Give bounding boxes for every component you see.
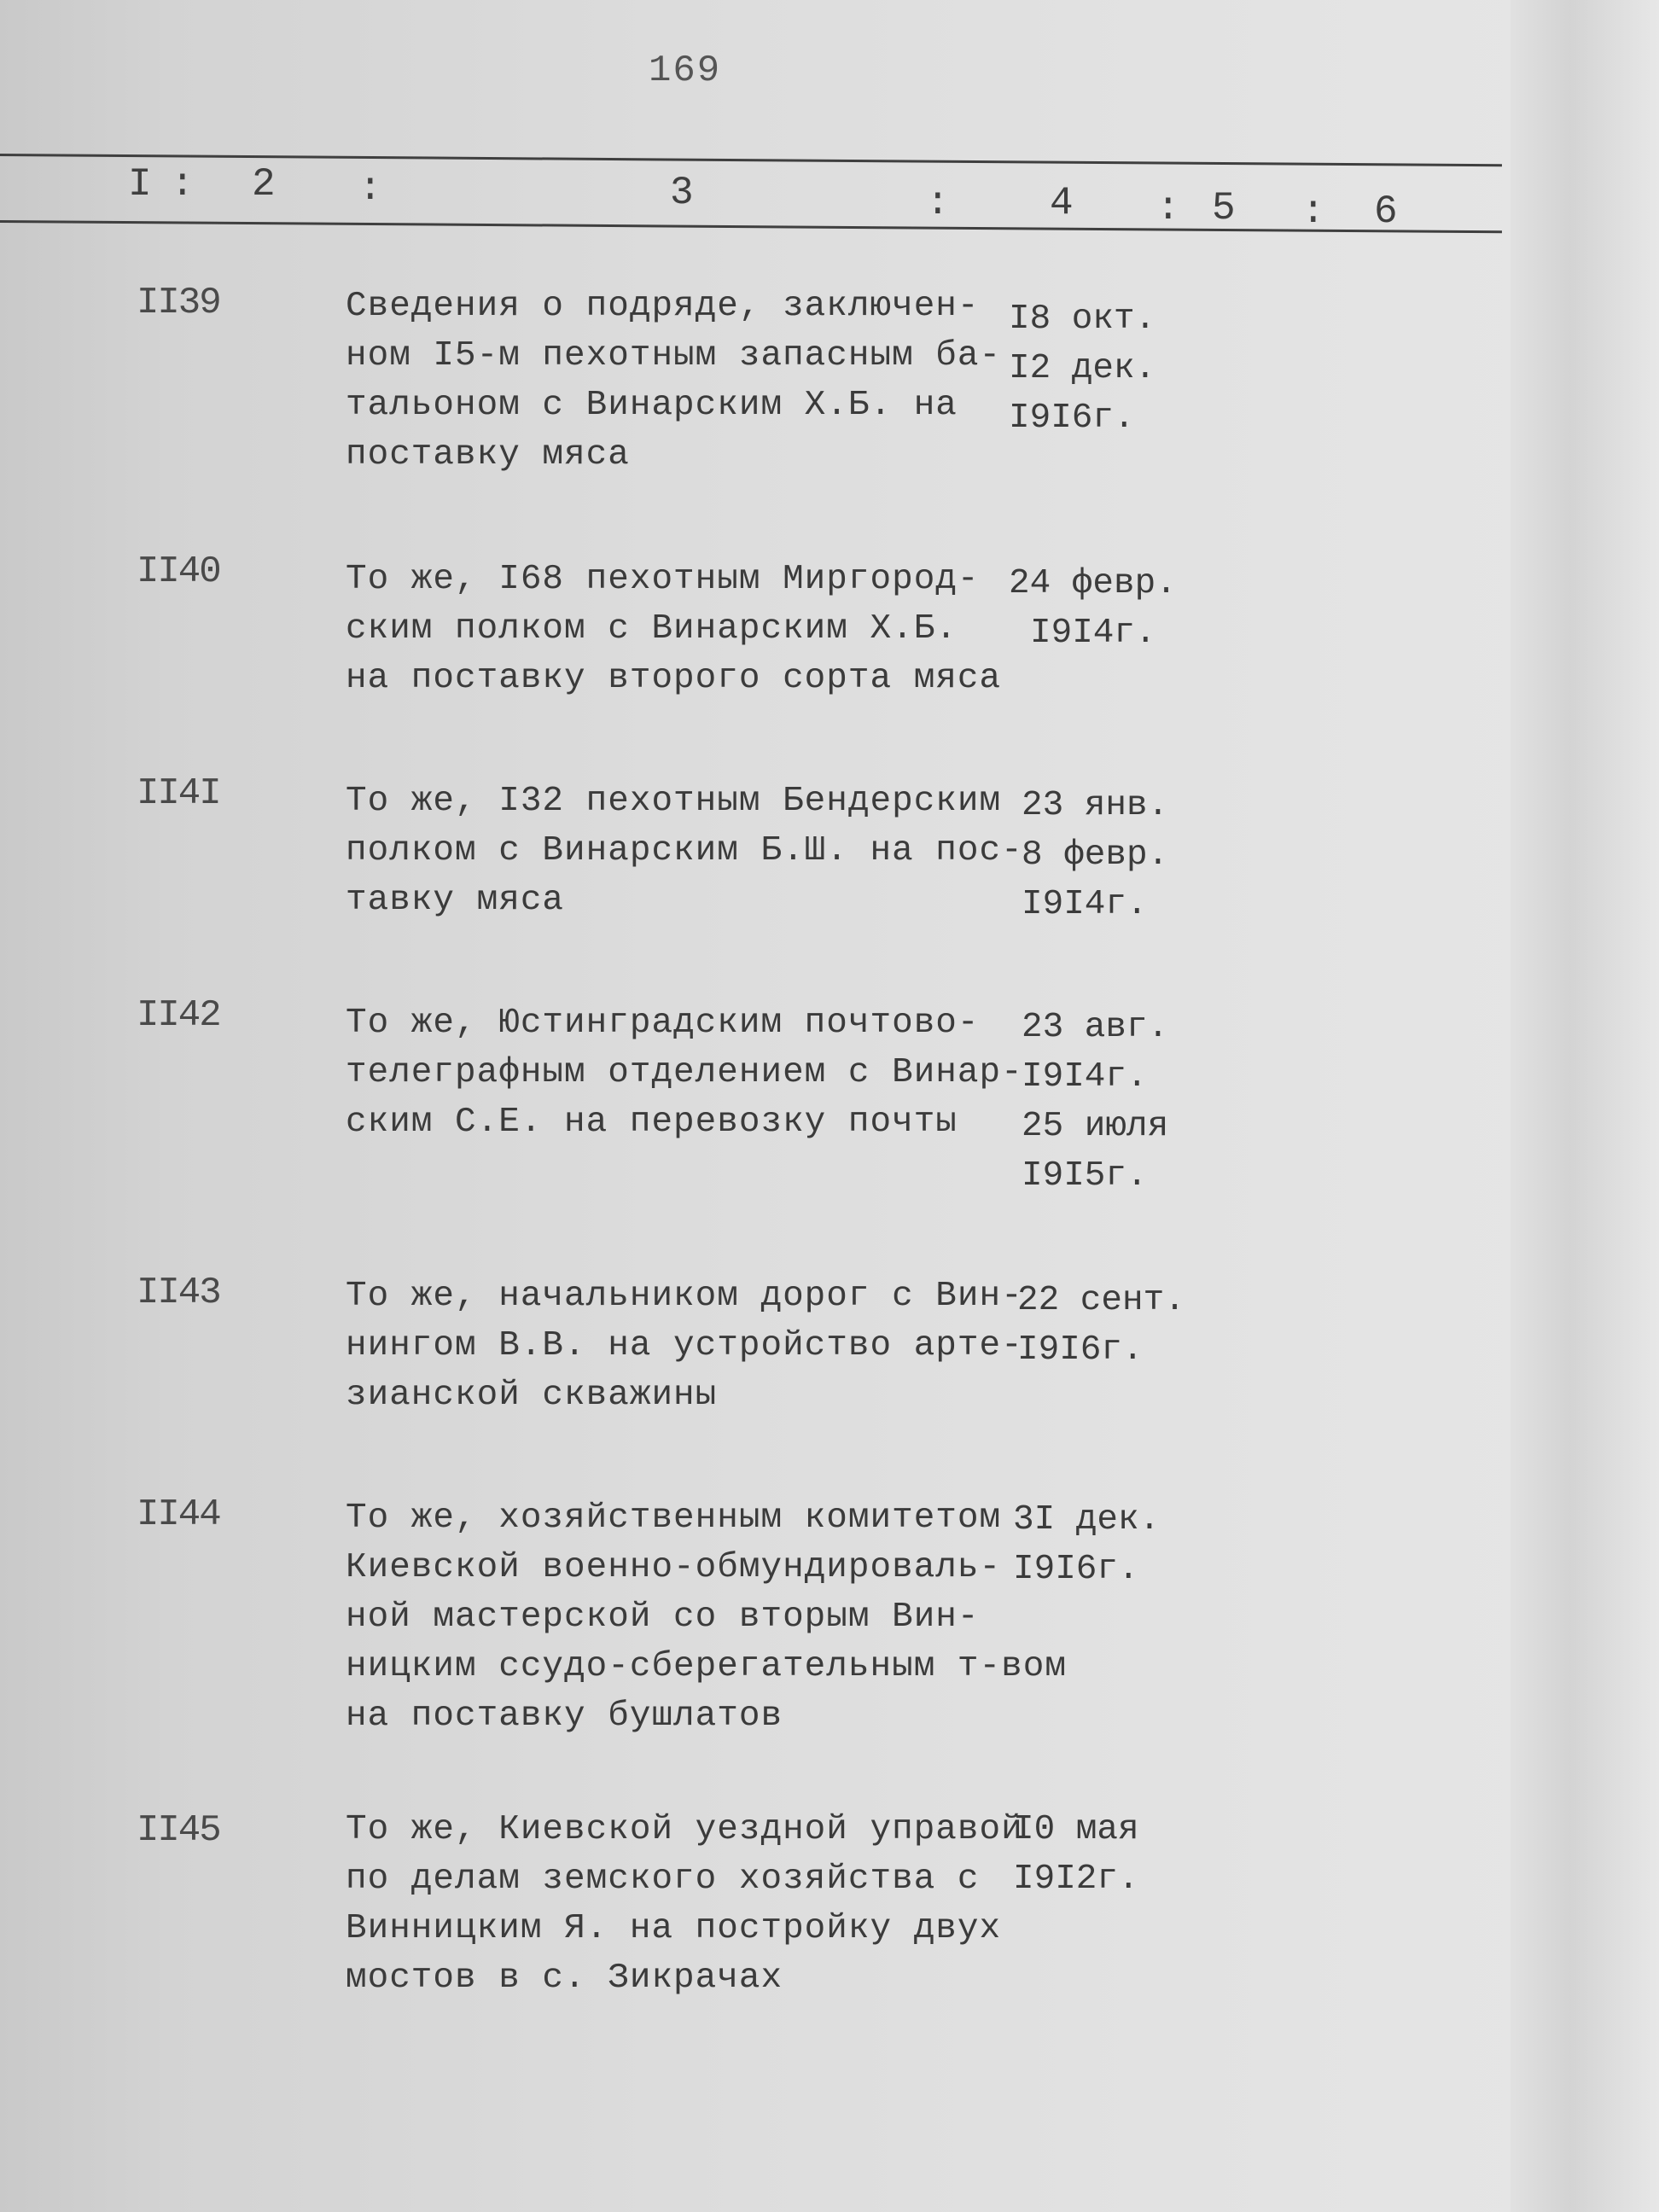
entry-description: [346, 998, 1028, 1147]
entry-dates: [1009, 1805, 1205, 1904]
entry-number: II43: [137, 1272, 220, 1314]
entry-description: [346, 1272, 1028, 1420]
entry-description: [346, 777, 1028, 925]
entry-description: [346, 1493, 1067, 1741]
description-line: зианской скважины: [346, 1376, 718, 1415]
description-line: Винницким Я. на постройку двух: [346, 1909, 1002, 1948]
header-rule-top: [0, 154, 1502, 166]
column-header-2: 2: [252, 162, 276, 207]
date-line: 25 июля: [1022, 1107, 1169, 1146]
description-line: То же, начальником дорог с Вин-: [346, 1277, 1023, 1316]
date-line: I9I6г.: [1009, 399, 1135, 438]
entry-dates: [1009, 1003, 1205, 1201]
date-line: I9I5г.: [1022, 1156, 1148, 1196]
date-line: 22 сент.: [1017, 1281, 1185, 1320]
column-header-4: 4: [1050, 181, 1074, 225]
description-line: Киевской военно-обмундироваль-: [346, 1548, 1002, 1587]
date-line: 23 авг.: [1022, 1008, 1169, 1047]
description-line: нингом В.В. на устройство арте-: [346, 1326, 1023, 1365]
description-line: ским С.Е. на перевозку почты: [346, 1103, 958, 1142]
date-line: I2 дек.: [1009, 349, 1156, 388]
column-header-separator: :: [1301, 189, 1325, 234]
entry-description: [346, 282, 1028, 480]
date-line: I9I4г.: [1030, 614, 1156, 653]
description-line: тальоном с Винарским Х.Б. на: [346, 386, 958, 425]
description-line: поставку мяса: [346, 435, 630, 474]
header-rule-bottom: [0, 220, 1502, 233]
column-header-separator: :: [1156, 186, 1180, 230]
entry-number: II42: [137, 994, 220, 1037]
date-line: 3I дек.: [1013, 1500, 1161, 1540]
description-line: мостов в с. Зикрачах: [346, 1959, 783, 1998]
date-line: 8 февр.: [1022, 835, 1169, 875]
description-line: ницким ссудо-сберегательным т-вом: [346, 1647, 1067, 1686]
description-line: То же, I32 пехотным Бендерским: [346, 782, 1002, 821]
date-line: I9I4г.: [1022, 1057, 1148, 1097]
entry-dates: [1009, 1276, 1205, 1375]
description-line: на поставку второго сорта мяса: [346, 659, 1002, 698]
column-header-5: 5: [1212, 186, 1236, 230]
entry-dates: [1009, 559, 1205, 658]
description-line: Сведения о подряде, заключен-: [346, 287, 980, 326]
page-number: 169: [649, 49, 722, 92]
entry-dates: [1009, 781, 1205, 929]
page-edge-shadow: [1511, 0, 1659, 2212]
date-line: 23 янв.: [1022, 786, 1169, 825]
description-line: То же, Киевской уездной управой: [346, 1810, 1023, 1849]
entry-dates: [1009, 1495, 1205, 1594]
description-line: То же, Юстинградским почтово-: [346, 1004, 980, 1043]
description-line: ной мастерской со вторым Вин-: [346, 1598, 980, 1637]
description-line: ским полком с Винарским Х.Б.: [346, 609, 958, 649]
entry-dates: [1009, 294, 1205, 443]
date-line: I9I2г.: [1013, 1860, 1139, 1899]
description-line: То же, хозяйственным комитетом: [346, 1499, 1002, 1538]
entry-number: II40: [137, 550, 220, 593]
date-line: I9I6г.: [1017, 1330, 1144, 1370]
date-line: I9I4г.: [1022, 885, 1148, 924]
column-header-3: 3: [670, 171, 694, 215]
entry-number: II39: [137, 282, 220, 324]
date-line: I9I6г.: [1013, 1550, 1139, 1589]
description-line: То же, I68 пехотным Миргород-: [346, 560, 980, 599]
column-header-separator: :: [171, 162, 195, 207]
date-line: I0 мая: [1013, 1810, 1139, 1849]
entry-number: II45: [137, 1809, 220, 1852]
column-header-separator: :: [358, 166, 382, 211]
column-header-6: 6: [1374, 189, 1398, 234]
description-line: по делам земского хозяйства с: [346, 1860, 980, 1899]
entry-number: II4I: [137, 772, 220, 815]
description-line: тавку мяса: [346, 881, 565, 920]
date-line: I8 окт.: [1009, 300, 1156, 339]
description-line: полком с Винарским Б.Ш. на пос-: [346, 831, 1023, 870]
column-header-separator: :: [926, 181, 950, 225]
column-header-1: I: [128, 162, 152, 207]
description-line: ном I5-м пехотным запасным ба-: [346, 336, 1002, 375]
description-line: телеграфным отделением с Винар-: [346, 1053, 1023, 1092]
entry-description: [346, 555, 1028, 703]
description-line: на поставку бушлатов: [346, 1697, 783, 1736]
date-line: 24 февр.: [1009, 564, 1177, 603]
entry-description: [346, 1805, 1028, 2003]
entry-number: II44: [137, 1493, 220, 1536]
